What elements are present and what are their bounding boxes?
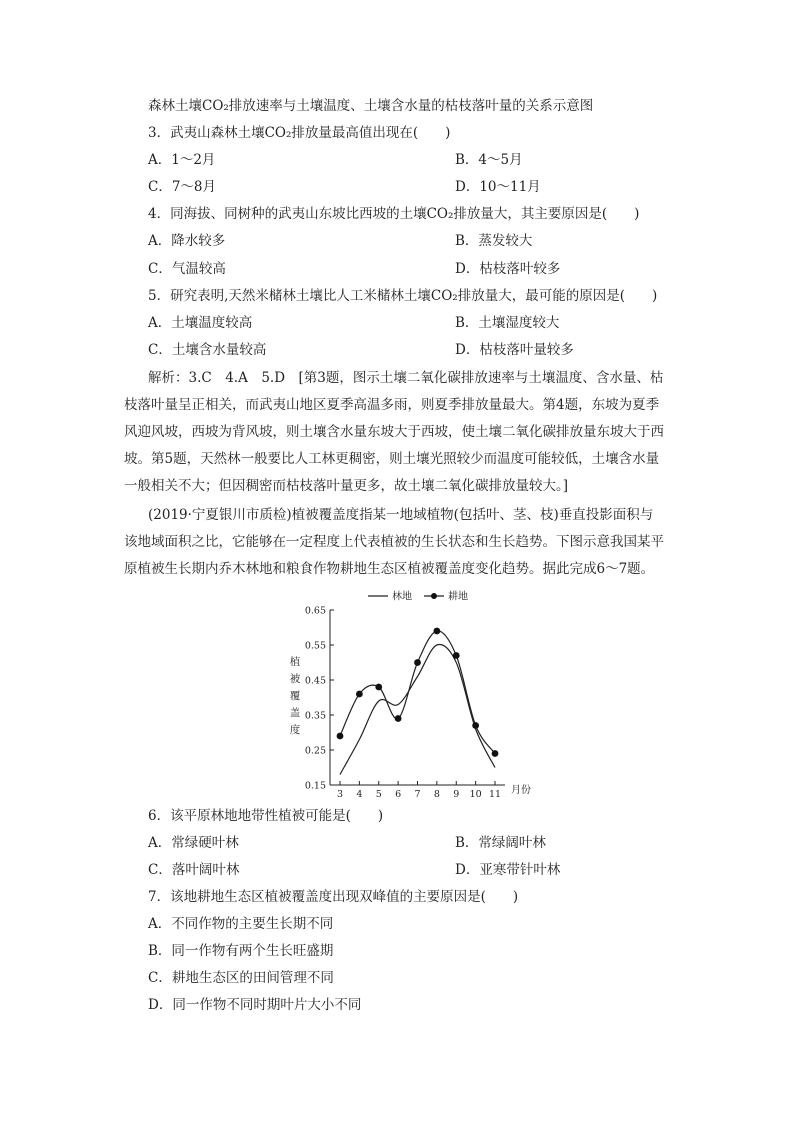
y-axis-label-char: 盖 bbox=[289, 707, 301, 719]
x-tick-label: 6 bbox=[395, 789, 402, 800]
farmland-data-point bbox=[337, 733, 344, 740]
question-7-option-a: A．不同作物的主要生长期不同 bbox=[148, 916, 334, 932]
legend-forest-label: 林地 bbox=[392, 591, 412, 603]
question-3-option-d: D．10～11月 bbox=[455, 179, 541, 195]
y-axis-label-char: 覆 bbox=[289, 690, 301, 702]
question-7-option-d: D．同一作物不同时期叶片大小不同 bbox=[148, 997, 362, 1013]
y-tick-label: 0.65 bbox=[304, 605, 326, 617]
question-5-option-b: B．土壤湿度较大 bbox=[455, 315, 560, 331]
farmland-data-point bbox=[395, 715, 402, 722]
x-tick-label: 4 bbox=[356, 789, 363, 800]
analysis-line-2: 枝落叶量呈正相关，而武夷山地区夏季高温多雨，则夏季排放量最大。第4题，东坡为夏季 bbox=[124, 397, 660, 413]
question-7-option-c: C．耕地生态区的田间管理不同 bbox=[148, 970, 334, 986]
question-7-stem: 7．该地耕地生态区植被覆盖度出现双峰值的主要原因是( ) bbox=[148, 889, 519, 905]
question-5-stem: 5．研究表明,天然米槠林土壤比人工米槠林土壤CO₂排放量大，最可能的原因是( ) bbox=[148, 288, 658, 304]
y-tick-label: 0.45 bbox=[304, 675, 326, 687]
y-axis-label-char: 被 bbox=[289, 673, 301, 685]
farmland-data-point bbox=[492, 750, 499, 757]
question-3-stem: 3．武夷山森林土壤CO₂排放量最高值出现在( ) bbox=[148, 125, 451, 141]
analysis-line-3: 风迎风坡，西坡为背风坡，则土壤含水量东坡大于西坡，使土壤二氧化碳排放量东坡大于西 bbox=[124, 424, 664, 440]
question-5-option-c: C．土壤含水量较高 bbox=[148, 342, 267, 358]
question-6-option-a: A．常绿硬叶林 bbox=[148, 835, 239, 851]
question-6-stem: 6．该平原林地地带性植被可能是( ) bbox=[148, 808, 384, 824]
question-5-option-a: A．土壤温度较高 bbox=[148, 315, 253, 331]
analysis-line-1: 解析：3.C 4.A 5.D [第3题，图示土壤二氧化碳排放速率与土壤温度、含水量、枯 bbox=[148, 370, 664, 386]
farmland-data-point bbox=[356, 691, 363, 698]
question-3-option-a: A．1～2月 bbox=[148, 152, 216, 168]
farmland-data-point bbox=[453, 652, 460, 659]
x-tick-label: 5 bbox=[375, 789, 382, 800]
y-tick-label: 0.25 bbox=[304, 745, 326, 757]
x-tick-label: 10 bbox=[469, 789, 482, 800]
legend-farmland-label: 耕地 bbox=[448, 591, 468, 603]
intro-line-3: 原植被生长期内乔木林地和粮食作物耕地生态区植被覆盖度变化趋势。据此完成6～7题。 bbox=[124, 561, 655, 577]
intro-line-2: 该地域面积之比，它能够在一定程度上代表植被的生长状态和生长趋势。下图示意我国某平 bbox=[124, 534, 664, 550]
question-4-option-d: D．枯枝落叶较多 bbox=[455, 261, 561, 277]
x-axis-label: 月份 bbox=[511, 785, 531, 796]
farmland-data-point bbox=[472, 722, 479, 729]
question-4-option-a: A．降水较多 bbox=[148, 233, 226, 249]
question-6-option-c: C．落叶阔叶林 bbox=[148, 862, 240, 878]
analysis-line-5: 一般相关不大；但因稠密而枯枝落叶量更多，故土壤二氧化碳排放量较大。] bbox=[124, 478, 569, 494]
vegetation-coverage-chart bbox=[280, 588, 540, 800]
question-4-option-b: B．蒸发较大 bbox=[455, 233, 533, 249]
y-tick-label: 0.55 bbox=[304, 640, 326, 652]
series-line-farmland bbox=[340, 631, 495, 754]
farmland-data-point bbox=[433, 628, 440, 635]
x-tick-label: 7 bbox=[414, 789, 421, 800]
farmland-data-point bbox=[375, 684, 382, 691]
y-axis-label-char: 植 bbox=[289, 656, 301, 668]
x-tick-label: 9 bbox=[453, 789, 460, 800]
y-axis-label-char: 度 bbox=[289, 724, 301, 736]
question-3-option-c: C．7～8月 bbox=[148, 179, 217, 195]
question-7-option-b: B．同一作物有两个生长旺盛期 bbox=[148, 943, 334, 959]
question-4-stem: 4．同海拔、同树种的武夷山东坡比西坡的土壤CO₂排放量大，其主要原因是( ) bbox=[148, 206, 640, 222]
x-tick-label: 8 bbox=[433, 789, 440, 800]
question-6-option-d: D．亚寒带针叶林 bbox=[455, 862, 561, 878]
question-6-option-b: B．常绿阔叶林 bbox=[455, 835, 546, 851]
figure-caption: 森林土壤CO₂排放速率与土壤温度、土壤含水量的枯枝落叶量的关系示意图 bbox=[148, 98, 594, 114]
question-4-option-c: C．气温较高 bbox=[148, 261, 226, 277]
y-tick-label: 0.15 bbox=[304, 780, 326, 792]
question-5-option-d: D．枯枝落叶量较多 bbox=[455, 342, 574, 358]
legend-farmland-marker bbox=[431, 593, 437, 599]
x-tick-label: 11 bbox=[488, 789, 502, 800]
y-tick-label: 0.35 bbox=[304, 710, 326, 722]
x-tick-label: 3 bbox=[336, 789, 344, 800]
farmland-data-point bbox=[414, 659, 421, 666]
analysis-line-4: 坡。第5题，天然林一般要比人工林更稠密，则土壤光照较少而温度可能较低，土壤含水量 bbox=[124, 451, 660, 467]
chart-svg bbox=[280, 588, 540, 800]
question-3-option-b: B．4～5月 bbox=[455, 152, 523, 168]
intro-line-1: (2019·宁夏银川市质检)植被覆盖度指某一地域植物(包括叶、茎、枝)垂直投影面积与 bbox=[148, 507, 654, 523]
